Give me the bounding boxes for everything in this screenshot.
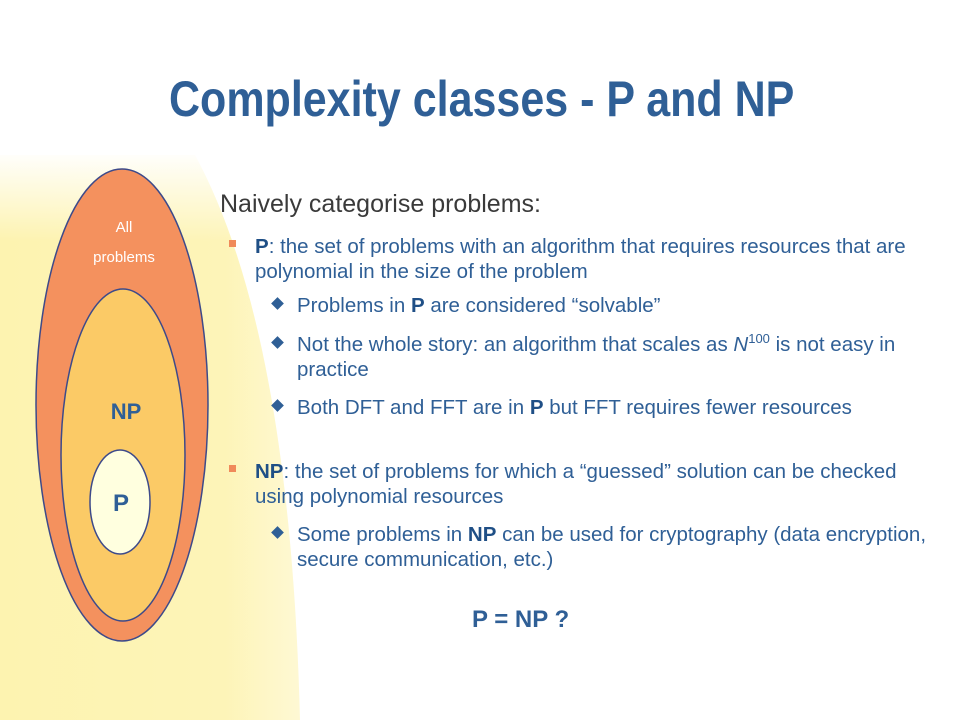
- p-term: P: [255, 235, 269, 258]
- text: but FFT requires fewer resources: [543, 396, 852, 419]
- slide-title: Complexity classes - P and NP: [169, 71, 795, 127]
- np-label: NP: [110, 399, 142, 424]
- np-term: NP: [255, 460, 284, 483]
- text: is not easy in practice: [297, 333, 896, 381]
- p-subpoint-fft: [297, 395, 937, 420]
- text: Some problems in: [297, 523, 468, 546]
- np-subpoint-crypto: [297, 522, 937, 572]
- exponent: 100: [748, 331, 770, 346]
- square-bullet-icon: [229, 240, 236, 247]
- section-heading: Naively categorise problems:: [220, 190, 541, 218]
- p-subpoint-solvable: [297, 293, 937, 318]
- text: Problems in: [297, 294, 411, 317]
- p-term: P: [410, 294, 425, 317]
- p-subpoint-scaling: [297, 332, 937, 382]
- text: can be used for cryptography (data encryption, secure communication, etc.): [297, 523, 927, 571]
- text: are considered “solvable”: [424, 294, 661, 317]
- np-definition: [255, 459, 935, 509]
- p-definition-text: : the set of problems with an algorithm that requires resources that are polynomial in the size of the problem: [255, 235, 906, 283]
- p-definition: [255, 234, 935, 284]
- p-term: P: [529, 396, 544, 419]
- n-variable: N: [733, 333, 749, 356]
- text: Both DFT and FFT are in: [297, 396, 530, 419]
- p-label: P: [112, 490, 130, 517]
- text: Not the whole story: an algorithm that scales as: [297, 333, 734, 356]
- all-problems-label-line2: problems: [93, 249, 155, 266]
- np-definition-text: : the set of problems for which a “guessed” solution can be checked using polynomial resources: [255, 460, 897, 508]
- all-problems-label-line1: All: [115, 219, 133, 236]
- square-bullet-icon: [229, 465, 236, 472]
- p-equals-np-question: P = NP ?: [472, 606, 570, 633]
- np-term: NP: [467, 523, 497, 546]
